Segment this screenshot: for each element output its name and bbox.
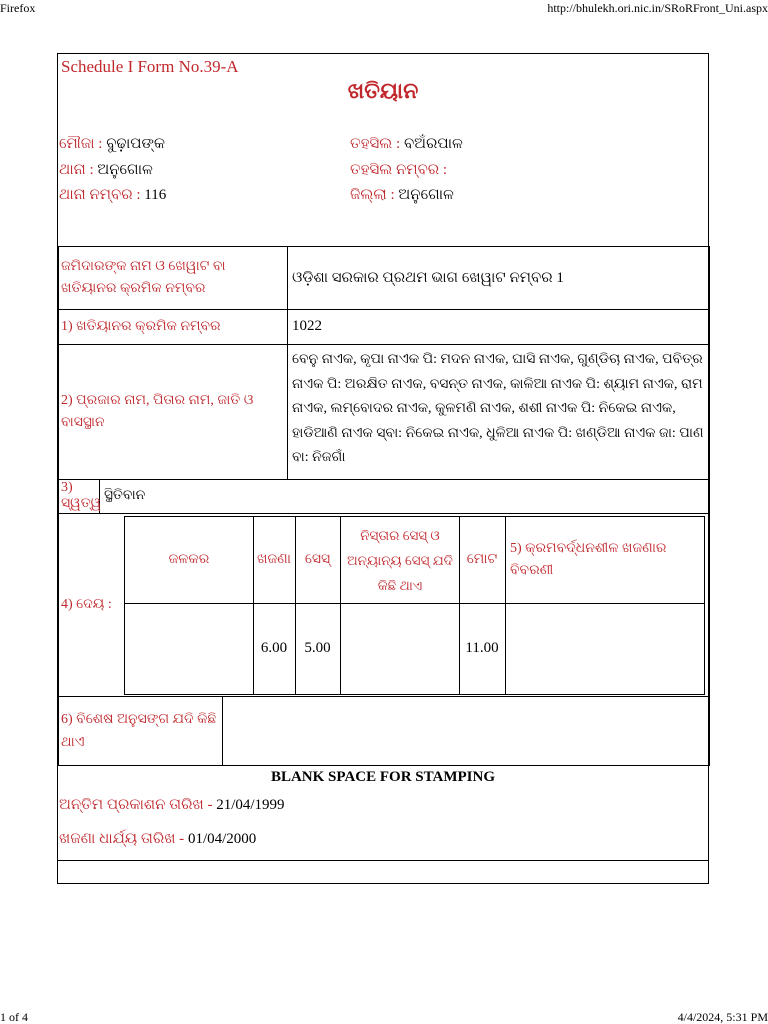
khajana-fixed-date <box>59 827 256 851</box>
tahasil-label: ତହସିଲ : <box>350 136 401 152</box>
bishesa-value <box>227 696 705 765</box>
khajana-header: ଖଜଣା <box>257 552 291 567</box>
thana-number-field <box>59 183 166 207</box>
kramabardhana-header: 5) କ୍ରମବର୍ଦ୍ଧନଶୀଳ ଖଜଣାର ବିବରଣୀ <box>510 541 667 578</box>
swatwa-label: 3) ସ୍ୱତ୍ୱ <box>61 480 102 511</box>
ses-header: ସେସ୍ <box>304 552 331 567</box>
page-url: http://bhulekh.ori.nic.in/SRoRFront_Uni.aspx <box>547 1 768 15</box>
khatiyan-table <box>58 246 710 766</box>
jalakar-value <box>125 603 253 694</box>
mot-header: ମୋଟ <box>466 552 498 567</box>
nistar-ses-header: ନିସ୍ତାର ସେସ୍ ଓ ଅନ୍ୟାନ୍ୟ ସେସ୍ ଯଦି କିଛି ଥାଏ <box>347 527 453 593</box>
thana-number-label: ଥାନା ନମ୍ବର : <box>59 187 141 203</box>
swatwa-value: ସ୍ଥିତିବାନ <box>104 488 146 503</box>
khatiyan-number-value: 1022 <box>292 318 322 334</box>
district-label: ଜିଲ୍ଲା : <box>350 187 395 203</box>
kramabardhana-value <box>510 603 702 694</box>
bottom-divider <box>58 860 708 861</box>
owner-value: ବେନୁ ନାଏକ, କୃପା ନାଏକ ପି: ମଦନ ନାଏକ, ଘାସି ନାଏକ, ଗୁଣ୍ଡିଚା ନାଏକ, ପବିତ୍ର ନାଏକ ପି: ଅରକ୍ଷିତ ନାଏକ, ବସନ୍ତ ନାଏକ, କାଳିଆ ନାଏକ ପି: ଶ୍ୟାମ ନାଏକ, ରାମ ନାଏକ, ଲମ୍ବୋଦର ନାଏକ, କୁଳମଣି ନାଏକ, ଶଶୀ ନାଏକ ପି: ନିକେଇ ନାଏକ, ହାଡିଆଣି ନାଏକ ସ୍ବା: ନିକେଇ ନାଏକ, ଧୁଳିଆ ନାଏକ ପି: ଖଣ୍ଡିଆ ନାଏକ ଜା: ପାଣ ବା: ନିଜଗାଁ <box>292 352 704 465</box>
deya-sub-table <box>124 516 705 695</box>
tahasil-number-label: ତହସିଲ ନମ୍ବର : <box>350 162 448 178</box>
ses-value: 5.00 <box>304 640 331 656</box>
district-value: ଅନୁଗୋଳ <box>398 187 454 203</box>
form-number: Schedule I Form No.39-A <box>61 57 239 76</box>
bishesa-label: 6) ବିଶେଷ ଅନୁସଙ୍ଗ ଯଦି କିଛି ଥାଏ <box>61 711 217 750</box>
khatiyan-document <box>57 53 709 884</box>
final-publication-value: 21/04/1999 <box>216 797 285 813</box>
final-publication-date <box>59 793 285 817</box>
thana-number-value: 116 <box>144 187 167 203</box>
owner-label: 2) ପ୍ରଜାର ନାମ, ପିତାର ନାମ, ଜାତି ଓ ବାସସ୍ଥାନ <box>61 392 254 430</box>
khajana-value: 6.00 <box>260 640 288 656</box>
nistar-ses-value <box>341 603 459 694</box>
zamindar-label: ଜମିଦାରଙ୍କ ନାମ ଓ ଖେୱାଟ ବା ଖତିୟାନର କ୍ରମିକ ନମ୍ବର <box>61 259 226 296</box>
tahasil-field <box>350 132 463 156</box>
district-field <box>350 183 454 207</box>
tahasil-value: ବଅଁରପାଳ <box>403 136 463 152</box>
mot-value: 11.00 <box>465 640 499 656</box>
mouza-label: ମୌଜା : <box>59 136 103 152</box>
jalakar-header: ଜଳକର <box>168 552 210 567</box>
print-datetime: 4/4/2024, 5:31 PM <box>677 1010 768 1024</box>
mouza-value: ବୁଢ଼ାପଙ୍କ <box>106 136 165 152</box>
thana-field <box>59 158 153 182</box>
mouza-field <box>59 132 165 156</box>
khajana-fixed-label: ଖଜଣା ଧାର୍ଯ୍ୟ ତାରିଖ - <box>59 831 185 847</box>
browser-app-name: Firefox <box>0 1 36 15</box>
final-publication-label: ଅନ୍ତିମ ପ୍ରକାଶନ ତାରିଖ - <box>59 797 213 813</box>
page-title: ଖତିୟାନ <box>347 79 419 104</box>
khatiyan-number-label: 1) ଖତିୟାନର କ୍ରମିକ ନମ୍ବର <box>61 318 221 334</box>
tahasil-number-field <box>350 158 447 182</box>
deya-label: 4) ଦେୟ : <box>61 596 112 612</box>
page-counter: 1 of 4 <box>0 1010 28 1024</box>
zamindar-value: ଓଡ଼ିଶା ସରକାର ପ୍ରଥମ ଭାଗ ଖେୱାଟ ନମ୍ବର 1 <box>292 270 564 286</box>
thana-value: ଅନୁଗୋଳ <box>97 162 153 178</box>
stamping-title: BLANK SPACE FOR STAMPING <box>270 769 496 785</box>
khajana-fixed-value: 01/04/2000 <box>187 831 257 847</box>
thana-label: ଥାନା : <box>59 162 94 178</box>
